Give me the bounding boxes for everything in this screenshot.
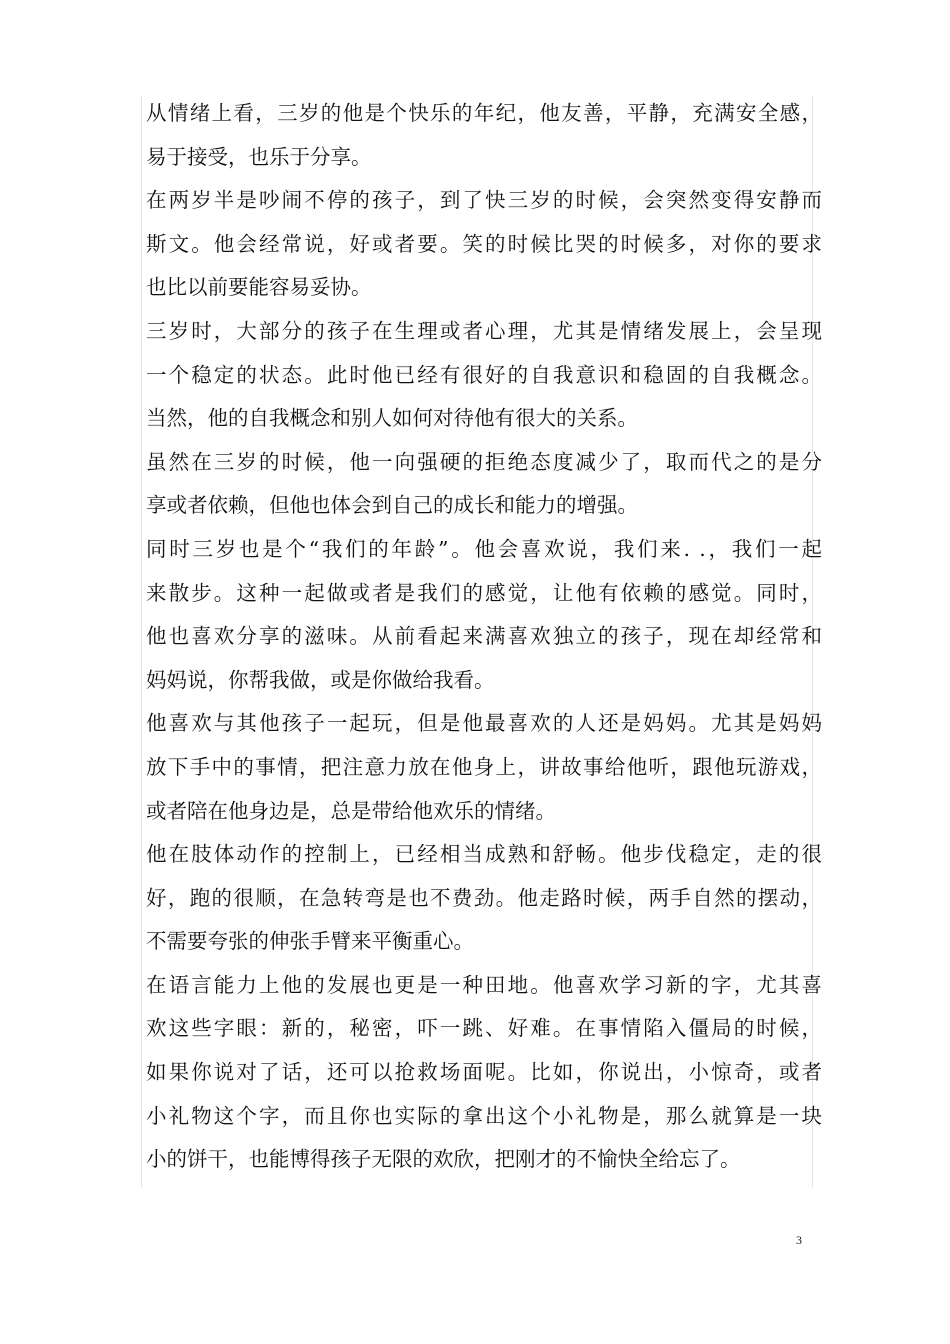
page-number: 3 [796, 1233, 802, 1247]
text-line: 他喜欢与其他孩子一起玩，但是他最喜欢的人还是妈妈。尤其是妈妈 [146, 711, 822, 736]
text-line: 当然，他的自我概念和别人如何对待他有很大的关系。 [146, 406, 638, 431]
text-line: 三岁时，大部分的孩子在生理或者心理，尤其是情绪发展上，会呈现 [146, 318, 822, 343]
text-line: 从情绪上看，三岁的他是个快乐的年纪，他友善，平静，充满安全感， [146, 101, 822, 125]
paragraph [146, 441, 822, 528]
paragraph [146, 310, 822, 441]
text-line: 小礼物这个字，而且你也实际的拿出这个小礼物是，那么就算是一块 [146, 1103, 822, 1128]
text-line: 也比以前要能容易妥协。 [146, 275, 372, 300]
paragraph [146, 92, 822, 179]
text-line: 易于接受，也乐于分享。 [146, 144, 372, 169]
text-line: 或者陪在他身边是，总是带给他欢乐的情绪。 [146, 798, 556, 823]
text-line: 虽然在三岁的时候，他一向强硬的拒绝态度减少了，取而代之的是分 [146, 449, 822, 474]
text-line: 他也喜欢分享的滋味。从前看起来满喜欢独立的孩子，现在却经常和 [146, 624, 822, 649]
text-line: 好，跑的很顺，在急转弯是也不费劲。他走路时候，两手自然的摆动， [146, 885, 822, 910]
paragraph [146, 528, 822, 702]
document-body [146, 92, 822, 1182]
text-line: 小的饼干，也能博得孩子无限的欢欣，把刚才的不愉快全给忘了。 [146, 1147, 741, 1172]
text-line: 妈妈说，你帮我做，或是你做给我看。 [146, 667, 495, 692]
text-line: 同时三岁也是个“我们的年龄”。他会喜欢说，我们来. .，我们一起 [146, 536, 822, 561]
paragraph [146, 179, 822, 310]
paragraph [146, 964, 822, 1182]
text-line: 如果你说对了话，还可以抢救场面呢。比如，你说出，小惊奇，或者 [146, 1060, 822, 1085]
text-line: 享或者依赖，但他也体会到自己的成长和能力的增强。 [146, 493, 638, 518]
paragraph [146, 702, 822, 833]
text-line: 来散步。这种一起做或者是我们的感觉，让他有依赖的感觉。同时， [146, 580, 822, 605]
paragraph [146, 833, 822, 964]
text-line: 不需要夸张的伸张手臂来平衡重心。 [146, 929, 474, 954]
text-line: 在语言能力上他的发展也更是一种田地。他喜欢学习新的字，尤其喜 [146, 972, 822, 997]
text-line: 欢这些字眼：新的，秘密，吓一跳、好难。在事情陷入僵局的时候， [146, 1016, 822, 1041]
text-line: 放下手中的事情，把注意力放在他身上，讲故事给他听，跟他玩游戏， [146, 754, 822, 779]
text-line: 在两岁半是吵闹不停的孩子，到了快三岁的时候，会突然变得安静而 [146, 188, 822, 213]
text-line: 一个稳定的状态。此时他已经有很好的自我意识和稳固的自我概念。 [146, 362, 822, 387]
text-line: 斯文。他会经常说，好或者要。笑的时候比哭的时候多，对你的要求 [146, 231, 822, 256]
text-line: 他在肢体动作的控制上，已经相当成熟和舒畅。他步伐稳定，走的很 [146, 842, 822, 867]
